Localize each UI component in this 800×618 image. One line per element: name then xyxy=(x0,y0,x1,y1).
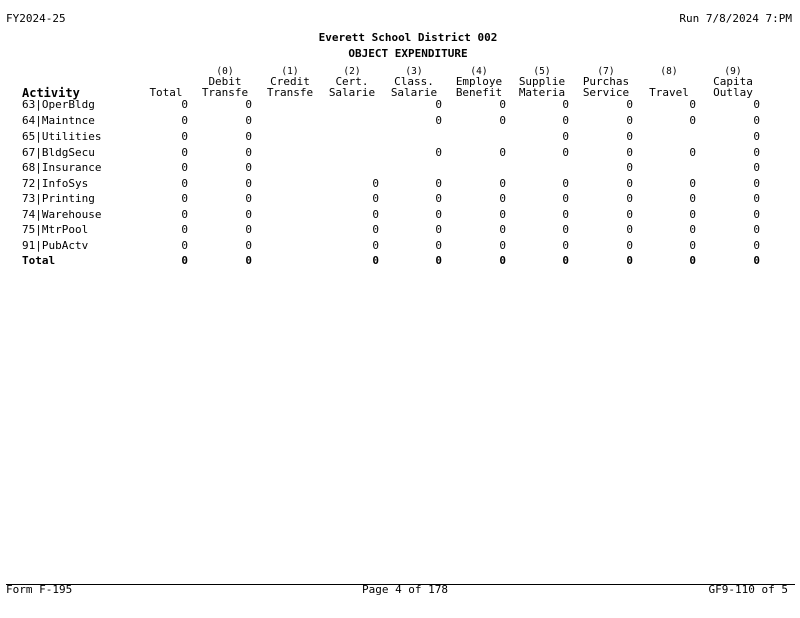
table-cell: 0 xyxy=(181,98,188,111)
row-label: 91|PubActv xyxy=(22,239,89,252)
table-cell: 0 xyxy=(245,254,252,267)
column-5-code: (4) xyxy=(470,66,488,77)
table-cell: 0 xyxy=(499,98,506,111)
column-1-code: (0) xyxy=(216,66,234,77)
table-cell: 0 xyxy=(753,192,760,205)
row-label: 74|Warehouse xyxy=(22,208,102,221)
table-cell: 0 xyxy=(562,254,569,267)
table-cell: 0 xyxy=(499,192,506,205)
row-label: 75|MtrPool xyxy=(22,223,89,236)
table-cell: 0 xyxy=(499,177,506,190)
activity-header: Activity xyxy=(22,86,80,100)
column-1-line1: Debit xyxy=(208,76,242,88)
column-6-line2: Materia xyxy=(518,87,566,99)
table-cell: 0 xyxy=(562,130,569,143)
table-cell: 0 xyxy=(181,130,188,143)
table-cell: 0 xyxy=(753,161,760,174)
table-cell: 0 xyxy=(626,192,633,205)
column-8-line2: Travel xyxy=(649,87,689,99)
table-cell: 0 xyxy=(689,239,696,252)
column-6-code: (5) xyxy=(533,66,551,77)
table-cell: 0 xyxy=(753,223,760,236)
column-3-code: (2) xyxy=(343,66,361,77)
column-7-line2: Service xyxy=(582,87,630,99)
column-4-line1: Class. xyxy=(394,76,434,88)
table-cell: 0 xyxy=(181,192,188,205)
table-cell: 0 xyxy=(181,177,188,190)
page-number: Page 4 of 178 xyxy=(361,583,449,596)
table-cell: 0 xyxy=(562,223,569,236)
column-9-line2: Outlay xyxy=(713,87,753,99)
run-info: Run 7/8/2024 7:PM xyxy=(679,12,792,25)
table-cell: 0 xyxy=(372,254,379,267)
table-cell: 0 xyxy=(181,161,188,174)
table-cell: 0 xyxy=(181,208,188,221)
table-cell: 0 xyxy=(689,223,696,236)
table-cell: 0 xyxy=(435,223,442,236)
table-cell: 0 xyxy=(753,130,760,143)
table-cell: 0 xyxy=(435,177,442,190)
table-cell: 0 xyxy=(245,208,252,221)
table-cell: 0 xyxy=(562,177,569,190)
column-4-code: (3) xyxy=(405,66,423,77)
column-2-line2: Transfe xyxy=(266,87,314,99)
table-cell: 0 xyxy=(181,239,188,252)
row-label: 64|Maintnce xyxy=(22,114,95,127)
column-9-line1: Capita xyxy=(713,76,753,88)
table-cell: 0 xyxy=(181,223,188,236)
table-cell: 0 xyxy=(245,130,252,143)
table-cell: 0 xyxy=(245,114,252,127)
column-1-line2: Transfe xyxy=(201,87,249,99)
table-cell: 0 xyxy=(435,146,442,159)
table-cell: 0 xyxy=(626,130,633,143)
table-cell: 0 xyxy=(435,114,442,127)
form-number: Form F-195 xyxy=(6,583,73,596)
table-cell: 0 xyxy=(689,98,696,111)
table-cell: 0 xyxy=(435,98,442,111)
table-cell: 0 xyxy=(562,114,569,127)
table-cell: 0 xyxy=(245,192,252,205)
table-cell: 0 xyxy=(435,192,442,205)
table-cell: 0 xyxy=(626,254,633,267)
table-cell: 0 xyxy=(245,146,252,159)
sheet-number: GF9-110 of 5 xyxy=(708,583,788,596)
column-9-code: (9) xyxy=(724,66,742,77)
column-7-line1: Purchas xyxy=(582,76,630,88)
table-cell: 0 xyxy=(689,254,696,267)
table-cell: 0 xyxy=(181,146,188,159)
table-cell: 0 xyxy=(689,177,696,190)
row-label: 72|InfoSys xyxy=(22,177,89,190)
table-cell: 0 xyxy=(562,98,569,111)
table-cell: 0 xyxy=(499,223,506,236)
table-cell: 0 xyxy=(626,239,633,252)
table-cell: 0 xyxy=(435,208,442,221)
table-cell: 0 xyxy=(245,161,252,174)
table-cell: 0 xyxy=(689,114,696,127)
report-title: OBJECT EXPENDITURE xyxy=(348,47,468,60)
fiscal-year: FY2024-25 xyxy=(6,12,66,25)
column-4-line2: Salarie xyxy=(390,87,438,99)
table-cell: 0 xyxy=(499,146,506,159)
table-cell: 0 xyxy=(753,98,760,111)
table-cell: 0 xyxy=(753,208,760,221)
table-cell: 0 xyxy=(181,114,188,127)
table-cell: 0 xyxy=(499,208,506,221)
table-cell: 0 xyxy=(626,146,633,159)
table-cell: 0 xyxy=(562,146,569,159)
table-cell: 0 xyxy=(499,114,506,127)
table-cell: 0 xyxy=(435,254,442,267)
row-label: 73|Printing xyxy=(22,192,95,205)
table-cell: 0 xyxy=(689,208,696,221)
row-label: 65|Utilities xyxy=(22,130,102,143)
table-cell: 0 xyxy=(372,177,379,190)
column-3-line2: Salarie xyxy=(328,87,376,99)
table-cell: 0 xyxy=(562,239,569,252)
table-cell: 0 xyxy=(626,98,633,111)
table-cell: 0 xyxy=(372,239,379,252)
table-cell: 0 xyxy=(753,146,760,159)
table-cell: 0 xyxy=(753,254,760,267)
table-cell: 0 xyxy=(372,223,379,236)
table-cell: 0 xyxy=(181,254,188,267)
table-cell: 0 xyxy=(562,192,569,205)
column-7-code: (7) xyxy=(597,66,615,77)
column-0-line2: Total xyxy=(149,87,183,99)
district-title: Everett School District 002 xyxy=(318,31,498,44)
table-cell: 0 xyxy=(753,239,760,252)
total-row-label: Total xyxy=(22,254,56,267)
row-label: 68|Insurance xyxy=(22,161,102,174)
column-2-line1: Credit xyxy=(270,76,310,88)
column-3-line1: Cert. xyxy=(335,76,369,88)
table-cell: 0 xyxy=(689,192,696,205)
table-cell: 0 xyxy=(245,223,252,236)
table-cell: 0 xyxy=(499,239,506,252)
table-cell: 0 xyxy=(626,114,633,127)
table-cell: 0 xyxy=(435,239,442,252)
table-cell: 0 xyxy=(626,223,633,236)
table-cell: 0 xyxy=(499,254,506,267)
table-cell: 0 xyxy=(372,208,379,221)
table-cell: 0 xyxy=(372,192,379,205)
row-label: 67|BldgSecu xyxy=(22,146,95,159)
table-cell: 0 xyxy=(245,177,252,190)
column-2-code: (1) xyxy=(281,66,299,77)
table-cell: 0 xyxy=(753,177,760,190)
column-6-line1: Supplie xyxy=(518,76,566,88)
table-cell: 0 xyxy=(245,239,252,252)
table-cell: 0 xyxy=(245,98,252,111)
table-cell: 0 xyxy=(626,161,633,174)
table-cell: 0 xyxy=(626,177,633,190)
table-cell: 0 xyxy=(626,208,633,221)
column-5-line2: Benefit xyxy=(455,87,503,99)
row-label: 63|OperBldg xyxy=(22,98,95,111)
table-cell: 0 xyxy=(562,208,569,221)
table-cell: 0 xyxy=(753,114,760,127)
column-8-code: (8) xyxy=(660,66,678,77)
column-5-line1: Employe xyxy=(455,76,503,88)
table-cell: 0 xyxy=(689,146,696,159)
